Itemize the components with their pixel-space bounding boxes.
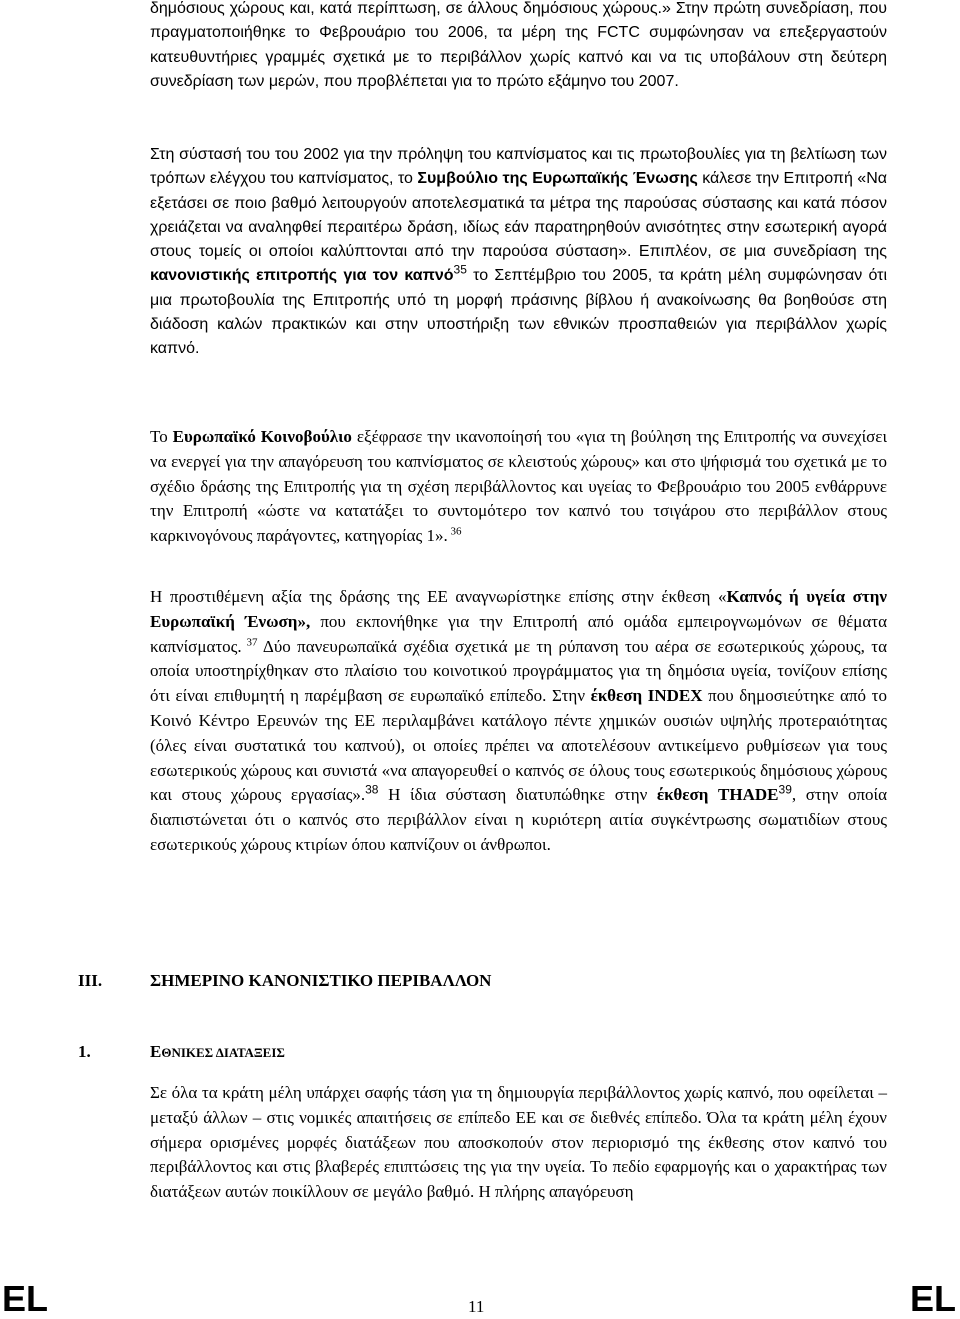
language-code-right: EL <box>909 1278 956 1319</box>
paragraph-national-provisions <box>150 1081 887 1205</box>
paragraph-text: δημόσιους χώρους και, κατά περίπτωση, σε άλλους δημόσιους χώρους.» Στην πρώτη συνεδρίαση, που πραγματοποιήθηκε το Φεβρουάριο του 2006, τα μέρη της FCTC συμφώνησαν να επεξεργαστούν κατευθυντήριες γραμμές σχετικά με το περιβάλλον χωρίς καπνό και να τις υποβάλουν στη δεύτερη συνεδρίαση των μερών, που προβλέπεται για το πρώτο εξάμηνο του 2007. <box>150 0 887 90</box>
paragraph-text: Σε όλα τα κράτη μέλη υπάρχει σαφής τάση για τη δημιουργία περιβάλλοντος χωρίς καπνό, που οφείλεται – μεταξύ άλλων – στις νομικές απαιτήσεις σε επίπεδο ΕΕ και σε διεθνές επίπεδο. Όλα τα κράτη μέλη έχουν σήμερα ορισμένες μορφές διατάξεων που αποσκοπούν στον περιορισμό της έκθεσης στον καπνό του περιβάλλοντος και στις βλαβερές επιπτώσεις της για την υγεία. Το πεδίο εφαρμογής και ο χαρακτήρας των διατάξεων αυτών ποικίλλουν σε μεγάλο βαθμό. Η πλήρης απαγόρευση <box>150 1083 887 1202</box>
text-run: , στην οποία διαπιστώνεται ότι ο καπνός στο περιβάλλον είναι η κυριότερη αιτία συγκέντρωσης σωματιδίων στους εσωτερικούς χώρους κτιρίων όπου καπνίζουν οι άνθρωποι. <box>150 785 888 854</box>
subsection-number: 1. <box>78 1042 91 1061</box>
footnote-ref-39[interactable]: 39 <box>778 782 792 797</box>
text-run: εξέφρασε την ικανοποίησή του «για τη βούληση της Επιτροπής να συνεχίσει να ενεργεί για την απαγόρευση του καπνίσματος σε κλειστούς χώρους» και στο ψήφισμά του σχετικά με το σχέδιο δράσης της Επιτροπής για τη σχέση περιβάλλοντος και υγείας το Φεβρουάριο του 2005 ενθάρρυνε την Επιτροπή «ώστε να κατατάξει το συντομότερο τον καπνό του τσιγάρου στο περιβάλλον στους καρκινογόνους παράγοντες, κατηγορίας 1». <box>150 427 888 546</box>
bold-term-parliament: Ευρωπαϊκό Κοινοβούλιο <box>172 427 352 446</box>
paragraph-council-recommendation <box>150 143 887 362</box>
subsection-title-rest: ΘΝΙΚΕΣ ΔΙΑΤΑΞΕΙΣ <box>161 1045 285 1060</box>
section-title: ΣΗΜΕΡΙΝΟ ΚΑΝΟΝΙΣΤΙΚΟ ΠΕΡΙΒΑΛΛΟΝ <box>150 971 492 990</box>
footnote-ref-38[interactable]: 38 <box>365 782 379 797</box>
text-run: Επιπλέον, σε μια συνεδρίαση της <box>631 243 888 261</box>
footnote-ref-35[interactable]: 35 <box>453 263 467 278</box>
bold-term-council: Συμβούλιο της Ευρωπαϊκής Ένωσης <box>417 170 698 188</box>
section-number: III. <box>78 971 103 990</box>
text-run: Δύο πανευρωπαϊκά σχέδια σχετικά με τη ρύπανση του αέρα σε εσωτερικούς χώρους, τα οποία υποστηρίχθηκαν στο πλαίσιο του κοινοτικού προγράμματος για τη δημόσια υγεία, τονίζουν επίσης ότι είναι επιθυμητή η παρέμβαση σε ευρωπαϊκό επίπεδο. Στην <box>150 636 887 706</box>
subsection-title-initial: Ε <box>150 1042 162 1061</box>
text-run: που εκπονήθηκε για την Επιτροπή από ομάδα εμπειρογνωμόνων σε θέματα καπνίσματος. <box>150 611 887 656</box>
page-number: 11 <box>468 1297 485 1316</box>
text-run: κάλεσε την Επιτροπή «Να εξετάσει σε ποιο βαθμό λειτουργούν αποτελεσματικά τα μέτρα της παρούσας σύστασης και κατά πόσον χρειάζεται να αναληφθεί περαιτέρω δράση, ιδίως εάν παρατηρηθούν ανισότητες στην εσωτερική αγορά στους τομείς οι οποίοι καλύπτονται από την παρούσα σύσταση». <box>150 170 887 261</box>
paragraph-fctc <box>150 0 887 94</box>
paragraph-added-value <box>150 585 887 858</box>
bold-term-index-report: έκθεση INDEX <box>590 686 703 706</box>
paragraph-european-parliament <box>150 425 887 549</box>
subsection-title <box>150 1042 285 1062</box>
bold-term-regulatory-committee: κανονιστικής επιτροπής για τον καπνό <box>150 267 454 285</box>
bold-term-thade-report: έκθεση THADE <box>656 785 779 805</box>
text-run: Η προστιθέμενη αξία της δράσης της ΕΕ αναγνωρίστηκε επίσης στην έκθεση « <box>150 587 727 606</box>
text-run: που δημοσιεύτηκε από το Κοινό Κέντρο Ερευνών της ΕΕ περιλαμβάνει κατάλογο πέντε χημικών ουσιών υψηλής προτεραιότητας (όλες είναι συστατικά του καπνού), οι οποίες πρέπει να αποτελέσουν αντικείμενο ρυθμίσεων για τους εσωτερικούς χώρους και συνιστά «να απαγορευθεί ο καπνός σε όλους τους εσωτερικούς δημόσιους χώρους και στους χώρους εργασίας». <box>150 686 887 805</box>
text-run: Η ίδια σύσταση διατυπώθηκε στην <box>378 785 657 805</box>
footnote-ref-37[interactable]: 37 <box>241 635 258 648</box>
text-run: το Σεπτέμβριο του 2005, τα κράτη μέλη συμφώνησαν ότι μια πρωτοβουλία της Επιτροπής υπό τη μορφή πράσινης βίβλου ή ανακοίνωσης θα βοηθούσε στη διάδοση καλών πρακτικών και στην υποστήριξη των εθνικών προσπαθειών για περιβάλλον χωρίς καπνό. <box>150 267 888 358</box>
bold-term-report-title: Καπνός ή υγεία στην Ευρωπαϊκή Ένωση», <box>150 587 887 631</box>
text-run: Στη σύστασή του του 2002 για την πρόληψη του καπνίσματος και τις πρωτοβουλίες για τη βελτίωση των τρόπων ελέγχου του καπνίσματος, το <box>150 146 887 188</box>
text-run: Το <box>150 427 173 446</box>
footnote-ref-36[interactable]: 36 <box>447 525 462 538</box>
language-code-left: EL <box>2 1278 49 1319</box>
